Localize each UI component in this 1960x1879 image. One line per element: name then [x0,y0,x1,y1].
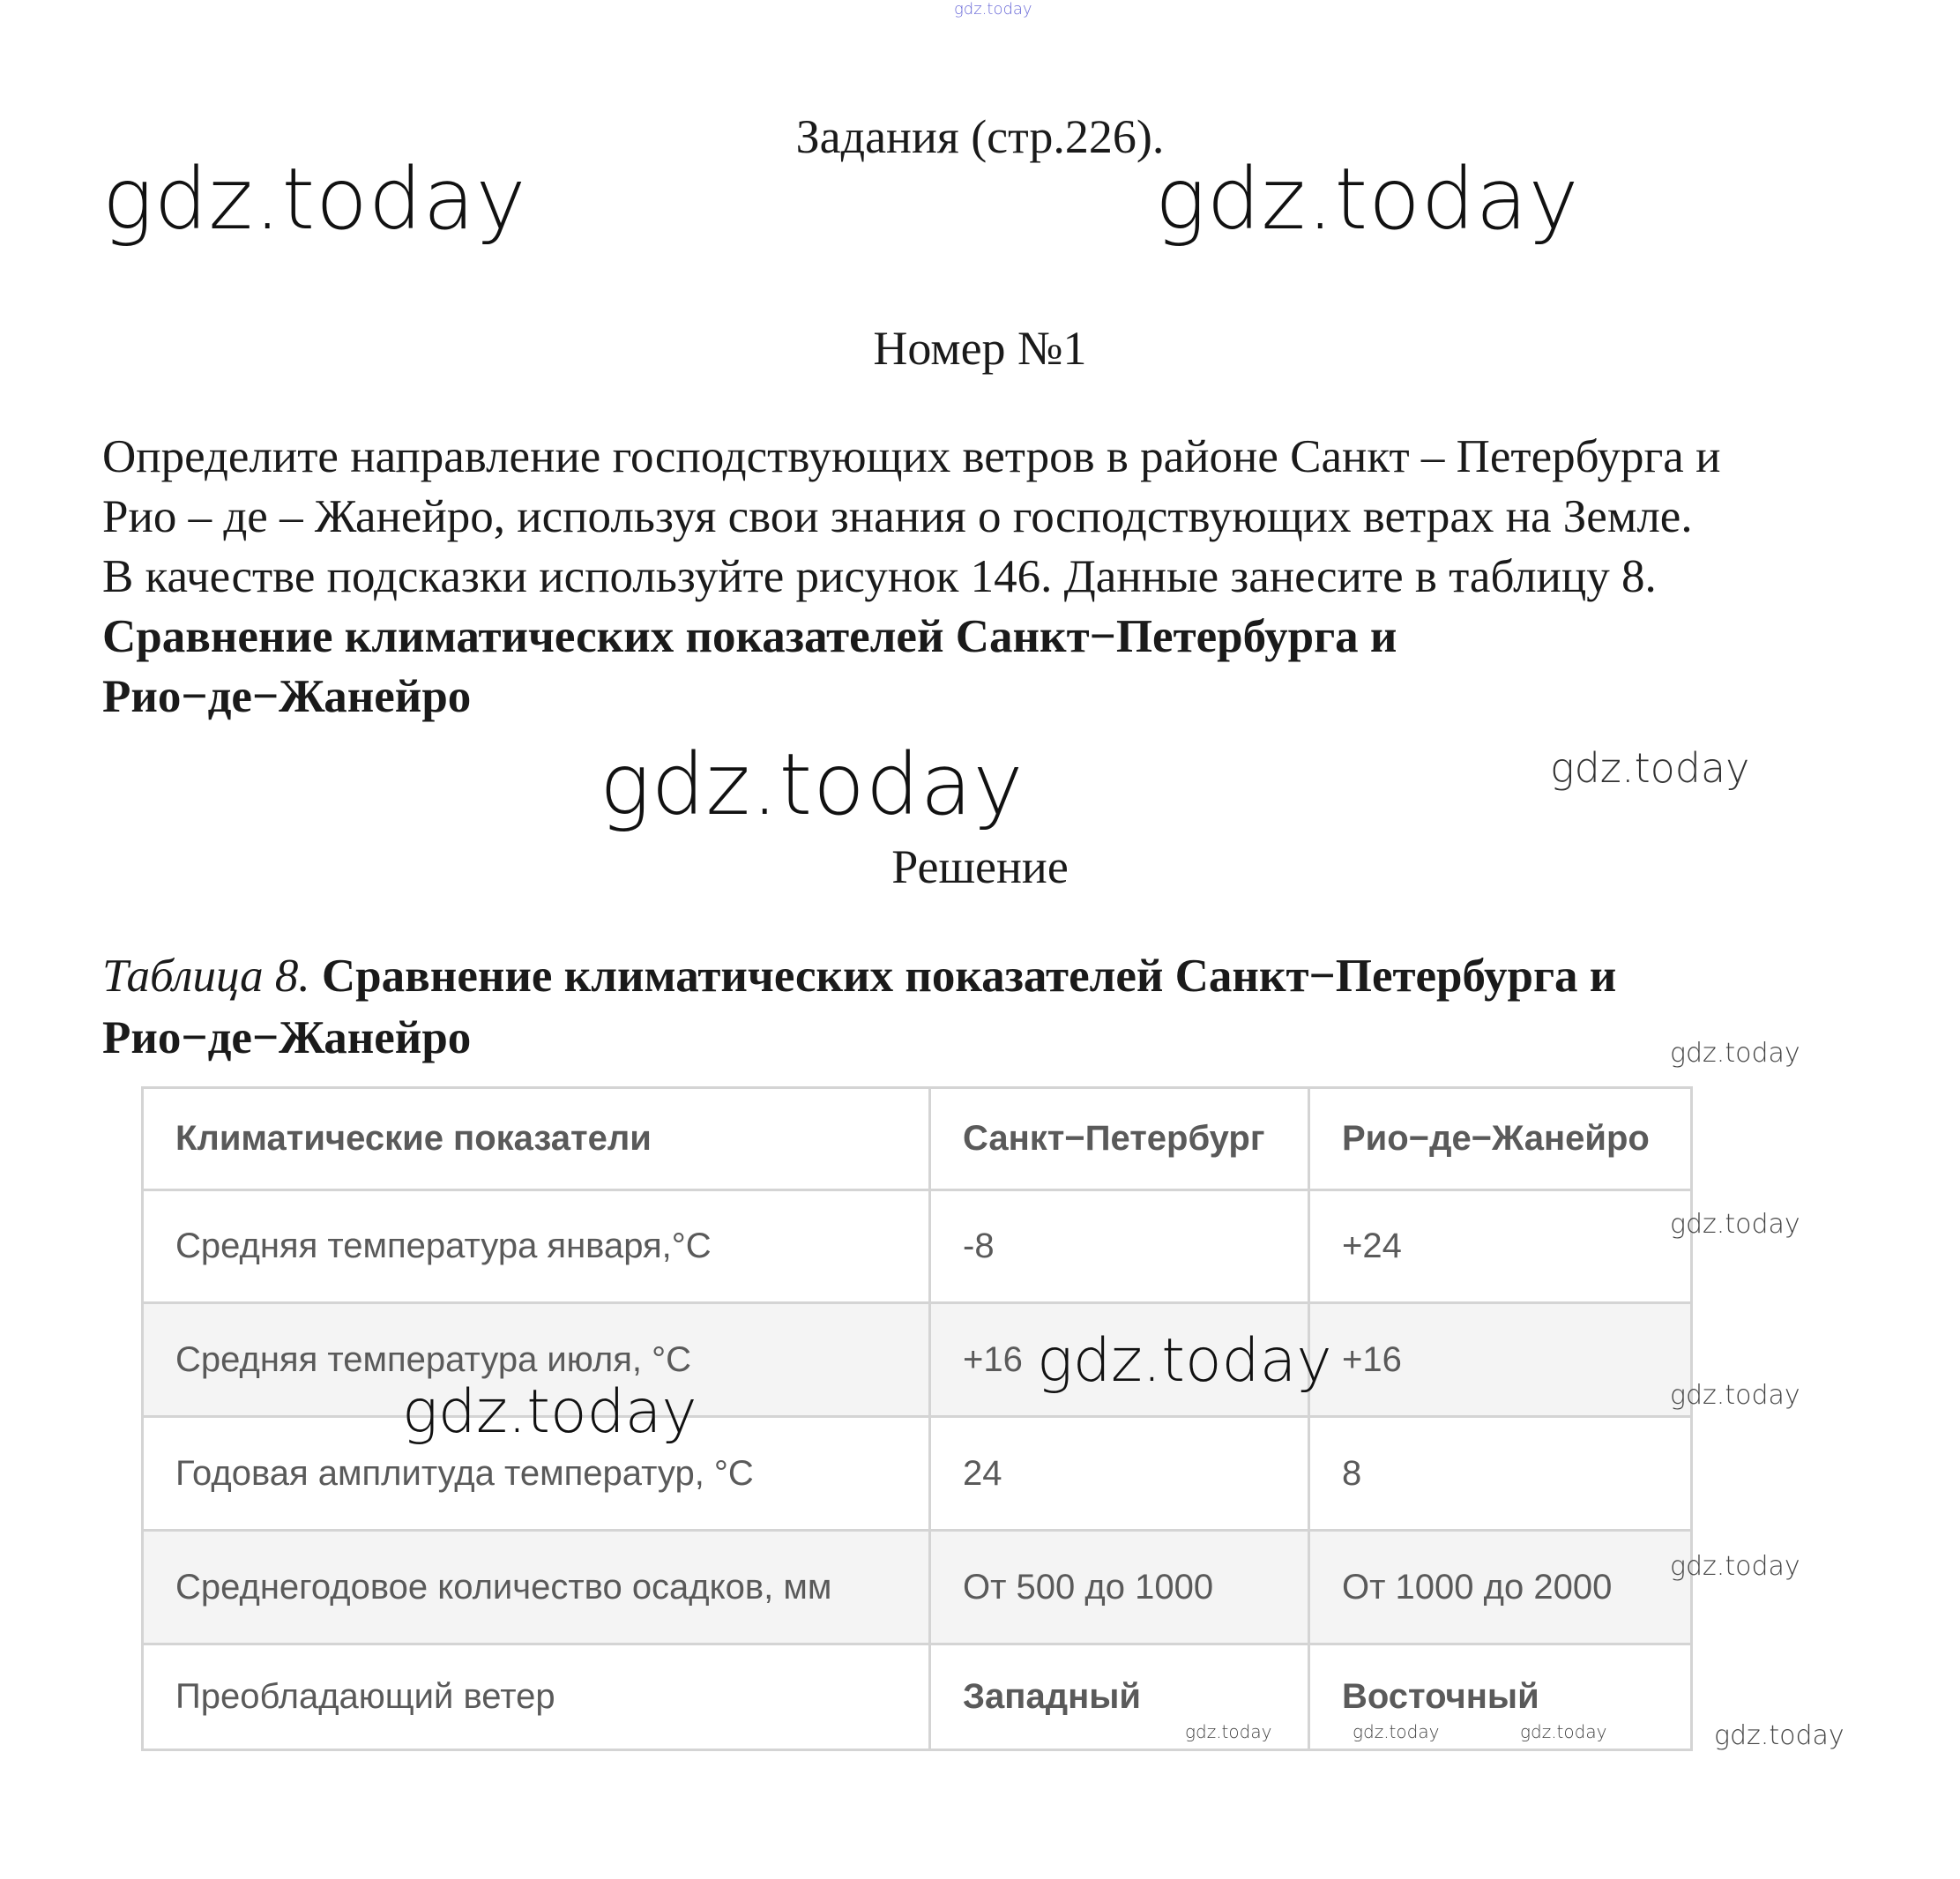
section-title: Задания (стр.226). [795,110,1165,163]
table-cell: +16 [931,1304,1310,1415]
table-caption [102,945,1866,1069]
watermark: gdz.today [402,1377,697,1447]
table-cell: +16 [1342,1339,1402,1379]
watermark: gdz.today [1670,1038,1800,1069]
table-header-cell: Климатические показатели [144,1089,931,1189]
watermark: gdz.today [1670,1380,1800,1411]
table-cell: От 1000 до 2000 [1342,1567,1613,1607]
table-cell: От 500 до 1000 [931,1532,1310,1643]
watermark: gdz.today [600,735,1025,834]
table-header-cell: Рио−де−Жанейро [1342,1119,1650,1158]
table-row [144,1191,1690,1304]
table-cell: 8 [1342,1453,1362,1493]
table-row [144,1304,1690,1418]
solution-label: Решение [891,840,1069,893]
climate-table [141,1086,1693,1751]
watermark: gdz.today [1155,150,1580,249]
table-cell: Преобладающий ветер [144,1645,931,1749]
table-row [144,1532,1690,1645]
table-cell: Средняя температура января,°С [144,1191,931,1301]
watermark: gdz.today [1353,1721,1440,1742]
table-header-row [144,1089,1690,1191]
watermark: gdz.today [954,0,1032,19]
table-cell: 24 [931,1418,1310,1529]
watermark: gdz.today [1185,1721,1272,1742]
table-cell: Средняя температура июля, °С [144,1304,931,1415]
table-header-cell: Санкт−Петербург [931,1089,1310,1189]
table-cell: Среднегодовое количество осадков, мм [144,1532,931,1643]
watermark: gdz.today [1520,1721,1607,1742]
task-bold-title: Сравнение климатических показателей Санкт−Петербурга и Рио−де−Жанейро [102,611,1397,722]
table-cell: Западный [931,1645,1310,1749]
watermark: gdz.today [102,150,527,249]
table-cell: -8 [931,1191,1310,1301]
task-text [102,427,1733,727]
watermark: gdz.today [1550,744,1750,792]
watermark: gdz.today [1037,1326,1332,1396]
table-cell: Восточный [1342,1677,1539,1716]
table-row [144,1418,1690,1532]
table-cell: Годовая амплитуда температур, °С [144,1418,931,1529]
table-caption-title: Сравнение климатических показателей Санкт−Петербурга и Рио−де−Жанейро [102,951,1617,1063]
task-paragraph: Определите направление господствующих ветров в районе Санкт – Петербурга и Рио – де – Жанейро, используя свои знания о господствующих ветрах на Земле. В качестве подсказки используйте рисунок 146. Данные занесите в таблицу 8. [102,431,1721,602]
table-row [144,1645,1690,1749]
watermark: gdz.today [1670,1209,1800,1240]
watermark: gdz.today [1670,1551,1800,1582]
table-cell: +24 [1342,1227,1402,1265]
task-number: Номер №1 [873,322,1087,375]
watermark: gdz.today [1714,1720,1844,1751]
table-caption-number: Таблица 8. [102,951,310,1002]
